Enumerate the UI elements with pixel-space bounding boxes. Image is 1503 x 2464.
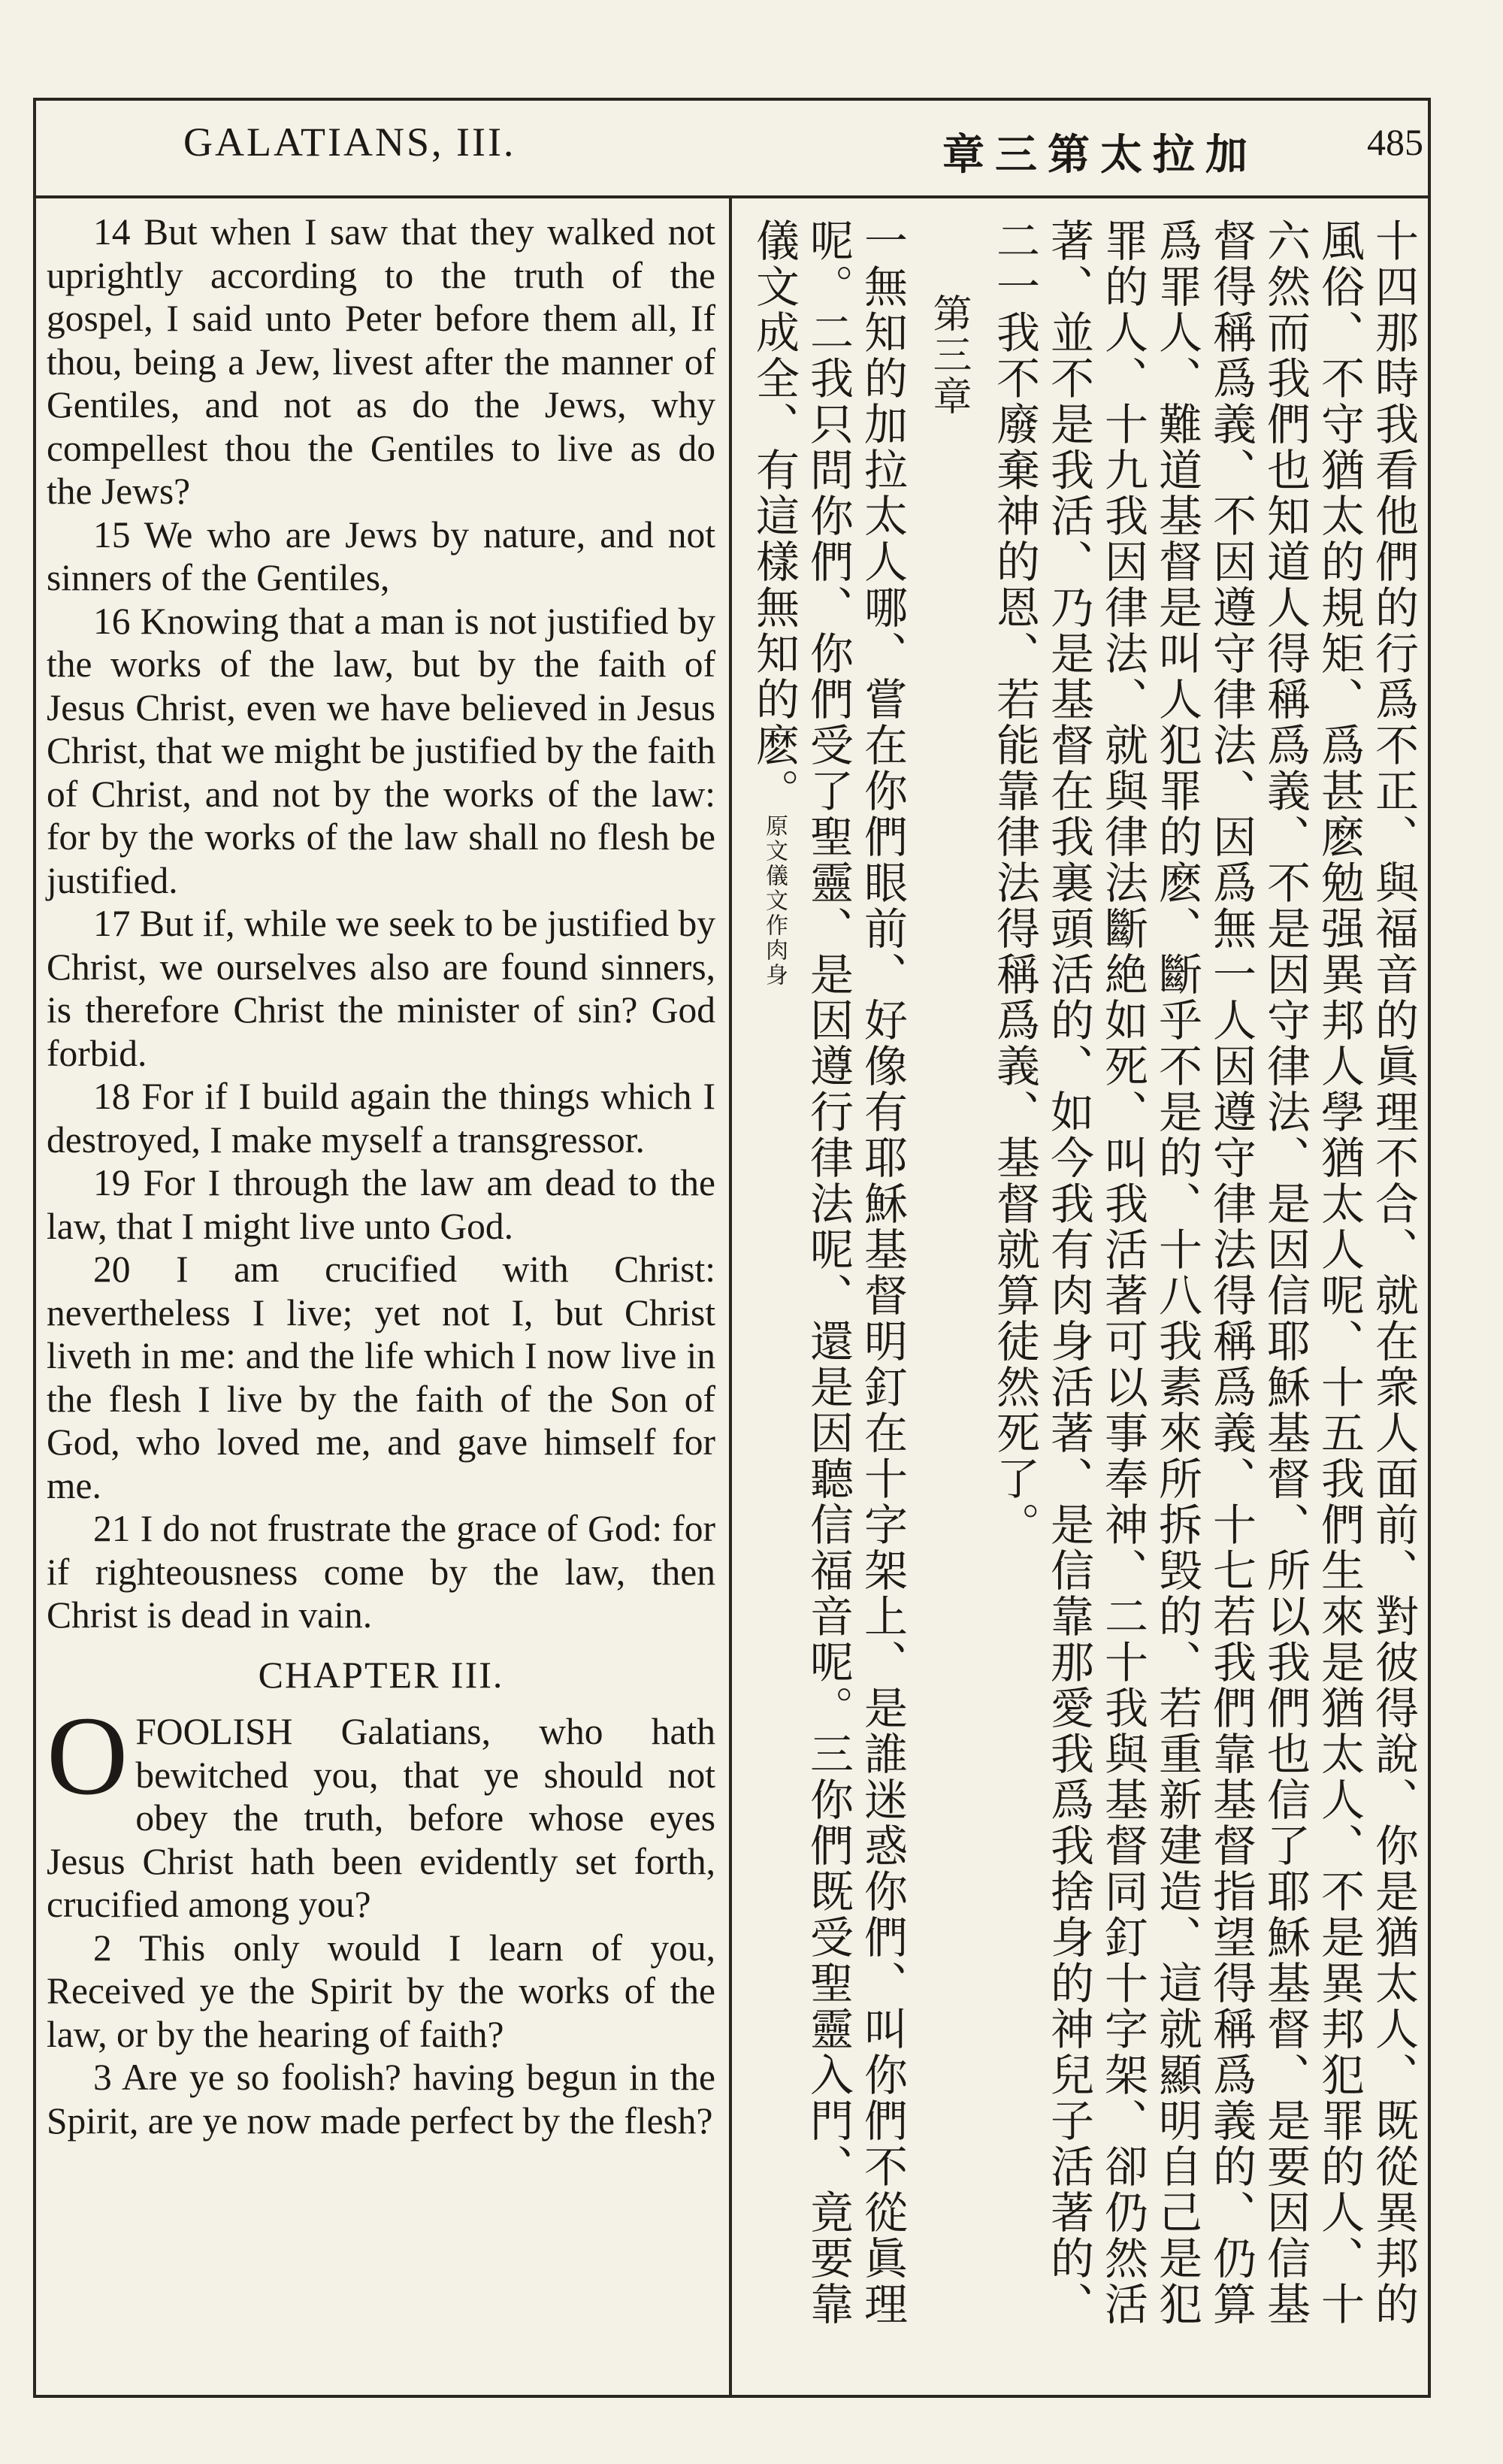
verse-en-text: FOOLISH Galatians, who hath bewitched you, that ye should not obey the truth, before whose eyes Jesus Christ hath been evidently set forth, crucified among you? xyxy=(47,1711,715,1925)
chapter-heading-english: CHAPTER III. xyxy=(258,1653,504,1696)
page-number: 485 xyxy=(1367,121,1423,163)
verse-en: 19 For I through the law am dead to the law, that I might live unto God. xyxy=(47,1162,715,1247)
header-title-chinese-text: 加拉太第三章 xyxy=(942,131,1258,180)
header-title-english: GALATIANS, III. xyxy=(183,120,516,165)
translator-note: 原文儀文作肉身 xyxy=(761,814,788,988)
verse-zh-text: 一無知的加拉太人哪、嘗在你們眼前、好像有耶穌基督明釘在十字架上、是誰迷惑你們、叫你們不從眞理呢。 xyxy=(803,218,908,2327)
verse-zh-text: 十四那時我看他們的行爲不正、與福音的眞理不合、就在衆人面前、對彼得說、你是猶太人、既從異邦的風俗、不守猶太的規矩、爲甚麽勉强異邦人學猶太人呢、 xyxy=(1314,218,1419,2327)
verse-zh-text: 十七若我們靠基督指望得稱爲義的、仍算爲罪人、難道基督是叫人犯罪的麽、斷乎不是的、 xyxy=(1151,218,1257,2327)
column-divider xyxy=(729,198,732,2398)
chapter-heading-chinese: 第三章 xyxy=(926,293,971,417)
verse-zh-text: 十六然而我們也知道人得稱爲義、不是因守律法、是因信耶穌基督、所以我們也信了耶穌基督、是要因信基督得稱爲義、不因遵守律法、因爲無一人因遵守律法得稱爲義、 xyxy=(1205,218,1365,2327)
verse-zh-text: 十五我們生來是猶太人、不是異邦犯罪的人、 xyxy=(1314,1364,1365,2281)
verse-en-first xyxy=(47,1694,715,1927)
verse-en: 16 Knowing that a man is not justified by the works of the law, but by the faith of Jesus Christ, even we have believed in Jesus Christ, that we might be justified by the faith of Christ, and not by the works of the law: for by the works of the law shall no flesh be justified. xyxy=(47,600,715,901)
verse-zh xyxy=(987,218,1420,2345)
drop-cap: O xyxy=(47,1694,129,1818)
english-column xyxy=(47,210,715,2375)
verse-zh xyxy=(747,218,909,2345)
verse-en: 21 I do not frustrate the grace of God: for if righteousness come by the law, then Christ is dead in vain. xyxy=(47,1508,715,1636)
chinese-column xyxy=(744,218,1420,2345)
verse-en: 2 This only would I learn of you, Received ye the Spirit by the works of the law, or by the hearing of faith? xyxy=(47,1927,715,2055)
verse-en: 20 I am crucified with Christ: nevertheless I live; yet not I, but Christ liveth in me: and the life which I now live in the flesh I live by the faith of the Son of God, who loved me, and gave himself for me. xyxy=(47,1249,715,1506)
verse-en: 3 Are ye so foolish? having begun in the Spirit, are ye now made perfect by the flesh? xyxy=(47,2057,715,2142)
running-header xyxy=(33,105,1431,198)
verse-en: 15 We who are Jews by nature, and not sinners of the Gentiles, xyxy=(47,513,715,598)
verse-zh-text: 二我只問你們、你們受了聖靈、是因遵行律法呢、還是因聽信福音呢。 xyxy=(803,310,854,1731)
verse-zh-text: 十八我素來所拆毁的、若重新建造、這就顯明自己是犯罪的人、 xyxy=(1097,218,1202,2327)
header-title-chinese xyxy=(942,122,1258,182)
verse-zh-text: 十九我因律法、就與律法斷絶如死、叫我活著可以事奉神、 xyxy=(1097,401,1148,1594)
verse-zh-text: 二一我不廢棄神的恩、若能靠律法得稱爲義、基督就算徒然死了。 xyxy=(989,218,1040,1548)
verse-en: 18 For if I build again the things which I destroyed, I make myself a transgressor. xyxy=(47,1076,715,1161)
verse-en: 14 But when I saw that they walked not uprightly according to the truth of the gospel, I said unto Peter before them all, If thou, being a Jew, livest after the manner of Gentiles, and not as do the Jews, why compellest thou the Gentiles to live as do the Jews? xyxy=(47,211,715,512)
verse-zh-text: 二十我與基督同釘十字架、卻仍然活著、並不是我活、乃是基督在我裏頭活的、如今我有肉身活著、是信靠那愛我爲我捨身的神兒子活著的、 xyxy=(1043,218,1148,2327)
verse-zh-text: 三你們既受聖靈入門、竟要靠儀文成全、有這樣無知的麽。 xyxy=(748,218,854,2327)
verse-en: 17 But if, while we seek to be justified by Christ, we ourselves also are found sinners, is therefore Christ the minister of sin? God forbid. xyxy=(47,903,715,1074)
